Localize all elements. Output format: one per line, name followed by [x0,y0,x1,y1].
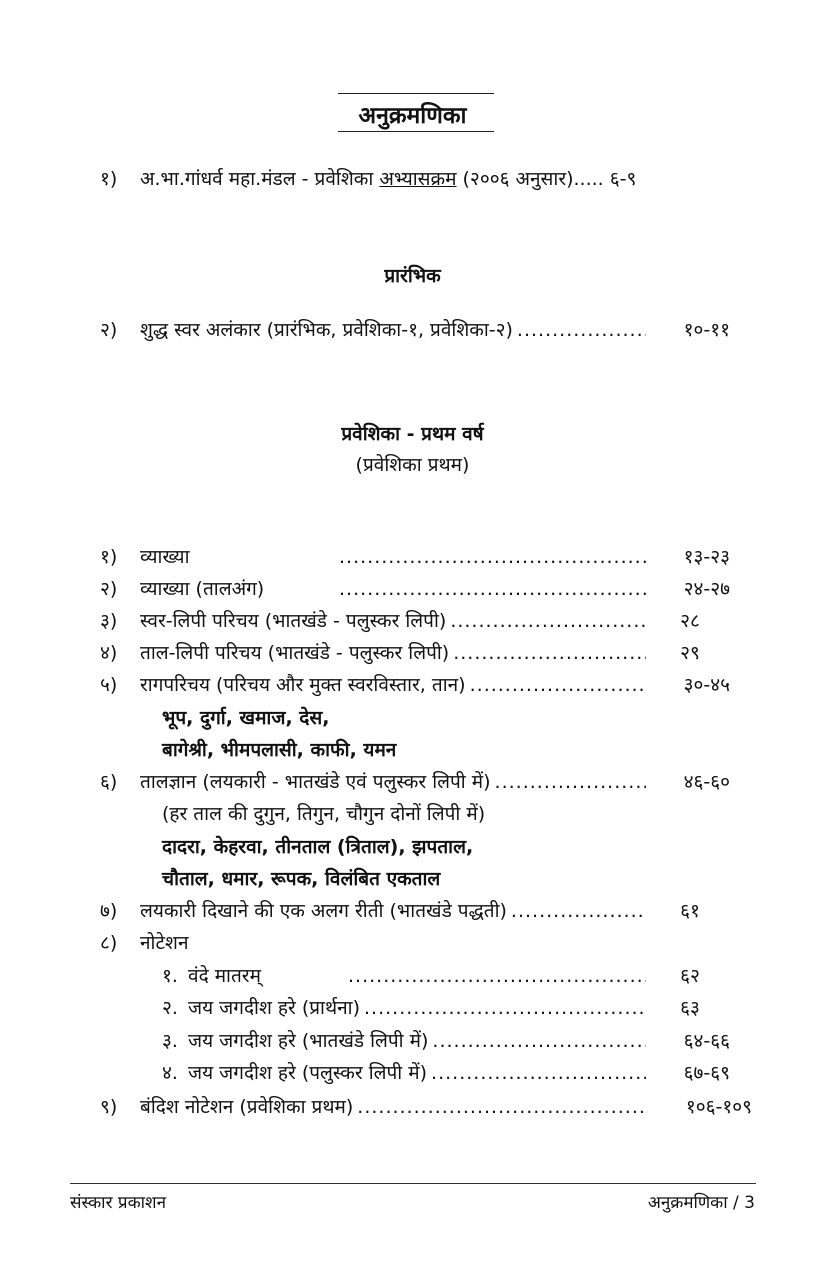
toc-entry [100,607,730,637]
section-subheading: (प्रवेशिका प्रथम) [355,454,470,476]
entry-page: ३०-४५ [683,674,730,696]
entry-number: १) [100,168,118,190]
toc-entry [100,833,730,863]
section-heading: प्रवेशिका - प्रथम वर्ष [341,423,484,445]
entry-label: अ.भा.गांधर्व महा.मंडल - प्रवेशिका अभ्यासक्रम (२००६ अनुसार)..... [140,168,604,190]
entry-number: २) [100,578,118,600]
entry-number: ४. [162,1062,178,1084]
entry-number: ५) [100,674,118,696]
entry-number: ६) [100,771,118,793]
toc-entry [100,929,730,959]
title-rule-top [338,93,494,94]
entry-label: व्याख्या [140,546,190,568]
toc-entry [100,800,730,830]
dot-leader [517,319,646,341]
entry-number: ८) [100,932,118,954]
footer-publisher: संस्कार प्रकाशन [70,1193,167,1213]
footer-page-label: अनुक्रमणिका / 3 [647,1193,755,1213]
entry-page: ६७-६९ [683,1062,730,1084]
entry-label: नोटेशन [140,932,189,954]
dot-leader [511,900,646,922]
toc-entry [100,865,730,895]
entry-label: जय जगदीश हरे (प्रार्थना) [188,997,360,1019]
entry-label: शुद्ध स्वर अलंकार (प्रारंभिक, प्रवेशिका-१, प्रवेशिका-२) [140,319,513,341]
dot-leader [470,674,646,696]
entry-label: वंदे मातरम् [188,965,261,987]
entry-label: जय जगदीश हरे (भातखंडे लिपी में) [188,1030,429,1052]
entry-number: ९) [100,1096,118,1118]
dot-leader [453,642,646,664]
toc-entry [100,543,730,573]
entry-number: ३) [100,610,118,632]
entry-label: बंदिश नोटेशन (प्रवेशिका प्रथम) [140,1096,354,1118]
entry-page: ६१ [680,900,700,922]
entry-label: चौताल, धमार, रूपक, विलंबित एकताल [162,868,441,890]
toc-entry [100,316,730,346]
entry-label: रागपरिचय (परिचय और मुक्त स्वरविस्तार, तान) [140,674,466,696]
footer-rule [70,1183,756,1184]
entry-label: बागेश्री, भीमपलासी, काफी, यमन [162,739,397,761]
dot-leader [431,1062,646,1084]
entry-number: ३. [162,1030,178,1052]
page-title: अनुक्रमणिका [358,103,467,129]
toc-entry [100,1093,752,1123]
entry-number: २) [100,319,118,341]
dot-leader [364,997,646,1019]
entry-page: २४-२७ [683,578,730,600]
entry-page: ६-९ [609,168,637,190]
toc-entry [100,639,730,669]
toc-entry [100,768,730,798]
entry-label: तालज्ञान (लयकारी - भातखंडे एवं पलुस्कर लिपी में) [140,771,491,793]
entry-number: १. [162,965,178,987]
toc-entry [100,671,730,701]
entry-label: (हर ताल की दुगुन, तिगुन, चौगुन दोनों लिपी में) [162,803,486,825]
entry-page: ६३ [680,997,700,1019]
entry-page: १०-११ [683,319,730,341]
toc-entry [100,994,730,1024]
entry-page: ४६-६० [683,771,730,793]
entry-label: व्याख्या (तालअंग) [140,578,265,600]
toc-entry [100,575,730,605]
dot-leader [348,965,646,987]
entry-page: १३-२३ [683,546,730,568]
entry-page: ६२ [680,965,700,987]
dot-leader [339,546,646,568]
entry-number: १) [100,546,118,568]
dot-leader [339,578,646,600]
toc-entry [100,1059,730,1089]
entry-page: २९ [680,642,700,664]
entry-number: ४) [100,642,118,664]
entry-number: ७) [100,900,118,922]
entry-page: २८ [680,610,700,632]
title-rule-bottom [338,131,494,132]
dot-leader [357,1096,648,1118]
entry-label: ताल-लिपी परिचय (भातखंडे - पलुस्कर लिपी) [140,642,450,664]
dot-leader [495,771,646,793]
entry-label: जय जगदीश हरे (पलुस्कर लिपी में) [188,1062,428,1084]
toc-entry [100,736,730,766]
entry-label: स्वर-लिपी परिचय (भातखंडे - पलुस्कर लिपी) [140,610,447,632]
entry-label: दादरा, केहरवा, तीनताल (त्रिताल), झपताल, [162,836,474,858]
toc-entry [100,1027,730,1057]
entry-page: ६४-६६ [683,1030,730,1052]
toc-entry [100,165,730,195]
dot-leader [450,610,646,632]
entry-number: २. [162,997,178,1019]
toc-entry [100,704,730,734]
entry-label: भूप, दुर्गा, खमाज, देस, [162,707,330,729]
entry-page: १०६-१०९ [685,1096,752,1118]
section-heading: प्रारंभिक [384,265,441,287]
dot-leader [432,1030,646,1052]
toc-entry [100,897,730,927]
toc-entry [100,962,730,992]
entry-label: लयकारी दिखाने की एक अलग रीती (भातखंडे पद्धती) [140,900,507,922]
